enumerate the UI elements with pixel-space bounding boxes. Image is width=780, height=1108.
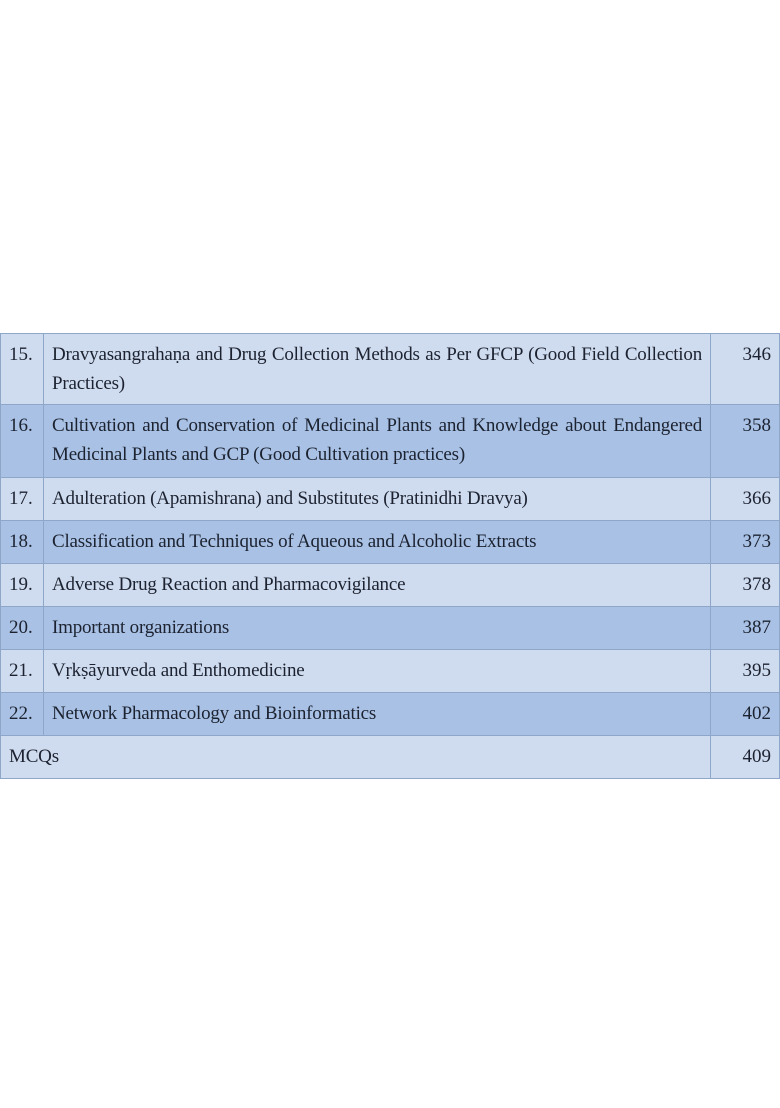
- chapter-title: Network Pharmacology and Bioinformatics: [44, 693, 711, 736]
- chapter-number: 15.: [1, 334, 44, 405]
- chapter-number: 21.: [1, 650, 44, 693]
- toc-row: [1, 564, 780, 607]
- chapter-title: Classification and Techniques of Aqueous and Alcoholic Extracts: [44, 521, 711, 564]
- toc-row: [1, 405, 780, 478]
- page-number: 402: [711, 693, 780, 736]
- chapter-title: Important organizations: [44, 607, 711, 650]
- chapter-title: Adulteration (Apamishrana) and Substitutes (Pratinidhi Dravya): [44, 478, 711, 521]
- chapter-number: 18.: [1, 521, 44, 564]
- toc-row: [1, 693, 780, 736]
- mcqs-title: MCQs: [1, 736, 711, 779]
- page-number: 373: [711, 521, 780, 564]
- chapter-title: Cultivation and Conservation of Medicinal Plants and Knowledge about Endangered Medicinal Plants and GCP (Good Cultivation practices): [44, 405, 711, 478]
- page-number: 409: [711, 736, 780, 779]
- page-number: 395: [711, 650, 780, 693]
- table-of-contents: [0, 333, 780, 779]
- toc-row: [1, 607, 780, 650]
- toc-row: [1, 650, 780, 693]
- page-number: 366: [711, 478, 780, 521]
- chapter-number: 16.: [1, 405, 44, 478]
- toc-row: [1, 478, 780, 521]
- page-number: 378: [711, 564, 780, 607]
- chapter-title: Vṛkṣāyurveda and Enthomedicine: [44, 650, 711, 693]
- chapter-number: 22.: [1, 693, 44, 736]
- page-number: 387: [711, 607, 780, 650]
- toc-row: [1, 334, 780, 405]
- chapter-number: 17.: [1, 478, 44, 521]
- chapter-title: Adverse Drug Reaction and Pharmacovigilance: [44, 564, 711, 607]
- toc-row: [1, 521, 780, 564]
- page-number: 358: [711, 405, 780, 478]
- chapter-number: 20.: [1, 607, 44, 650]
- chapter-number: 19.: [1, 564, 44, 607]
- chapter-title: Dravyasangrahaṇa and Drug Collection Methods as Per GFCP (Good Field Collection Practices): [44, 334, 711, 405]
- page-number: 346: [711, 334, 780, 405]
- toc-row-mcqs: [1, 736, 780, 779]
